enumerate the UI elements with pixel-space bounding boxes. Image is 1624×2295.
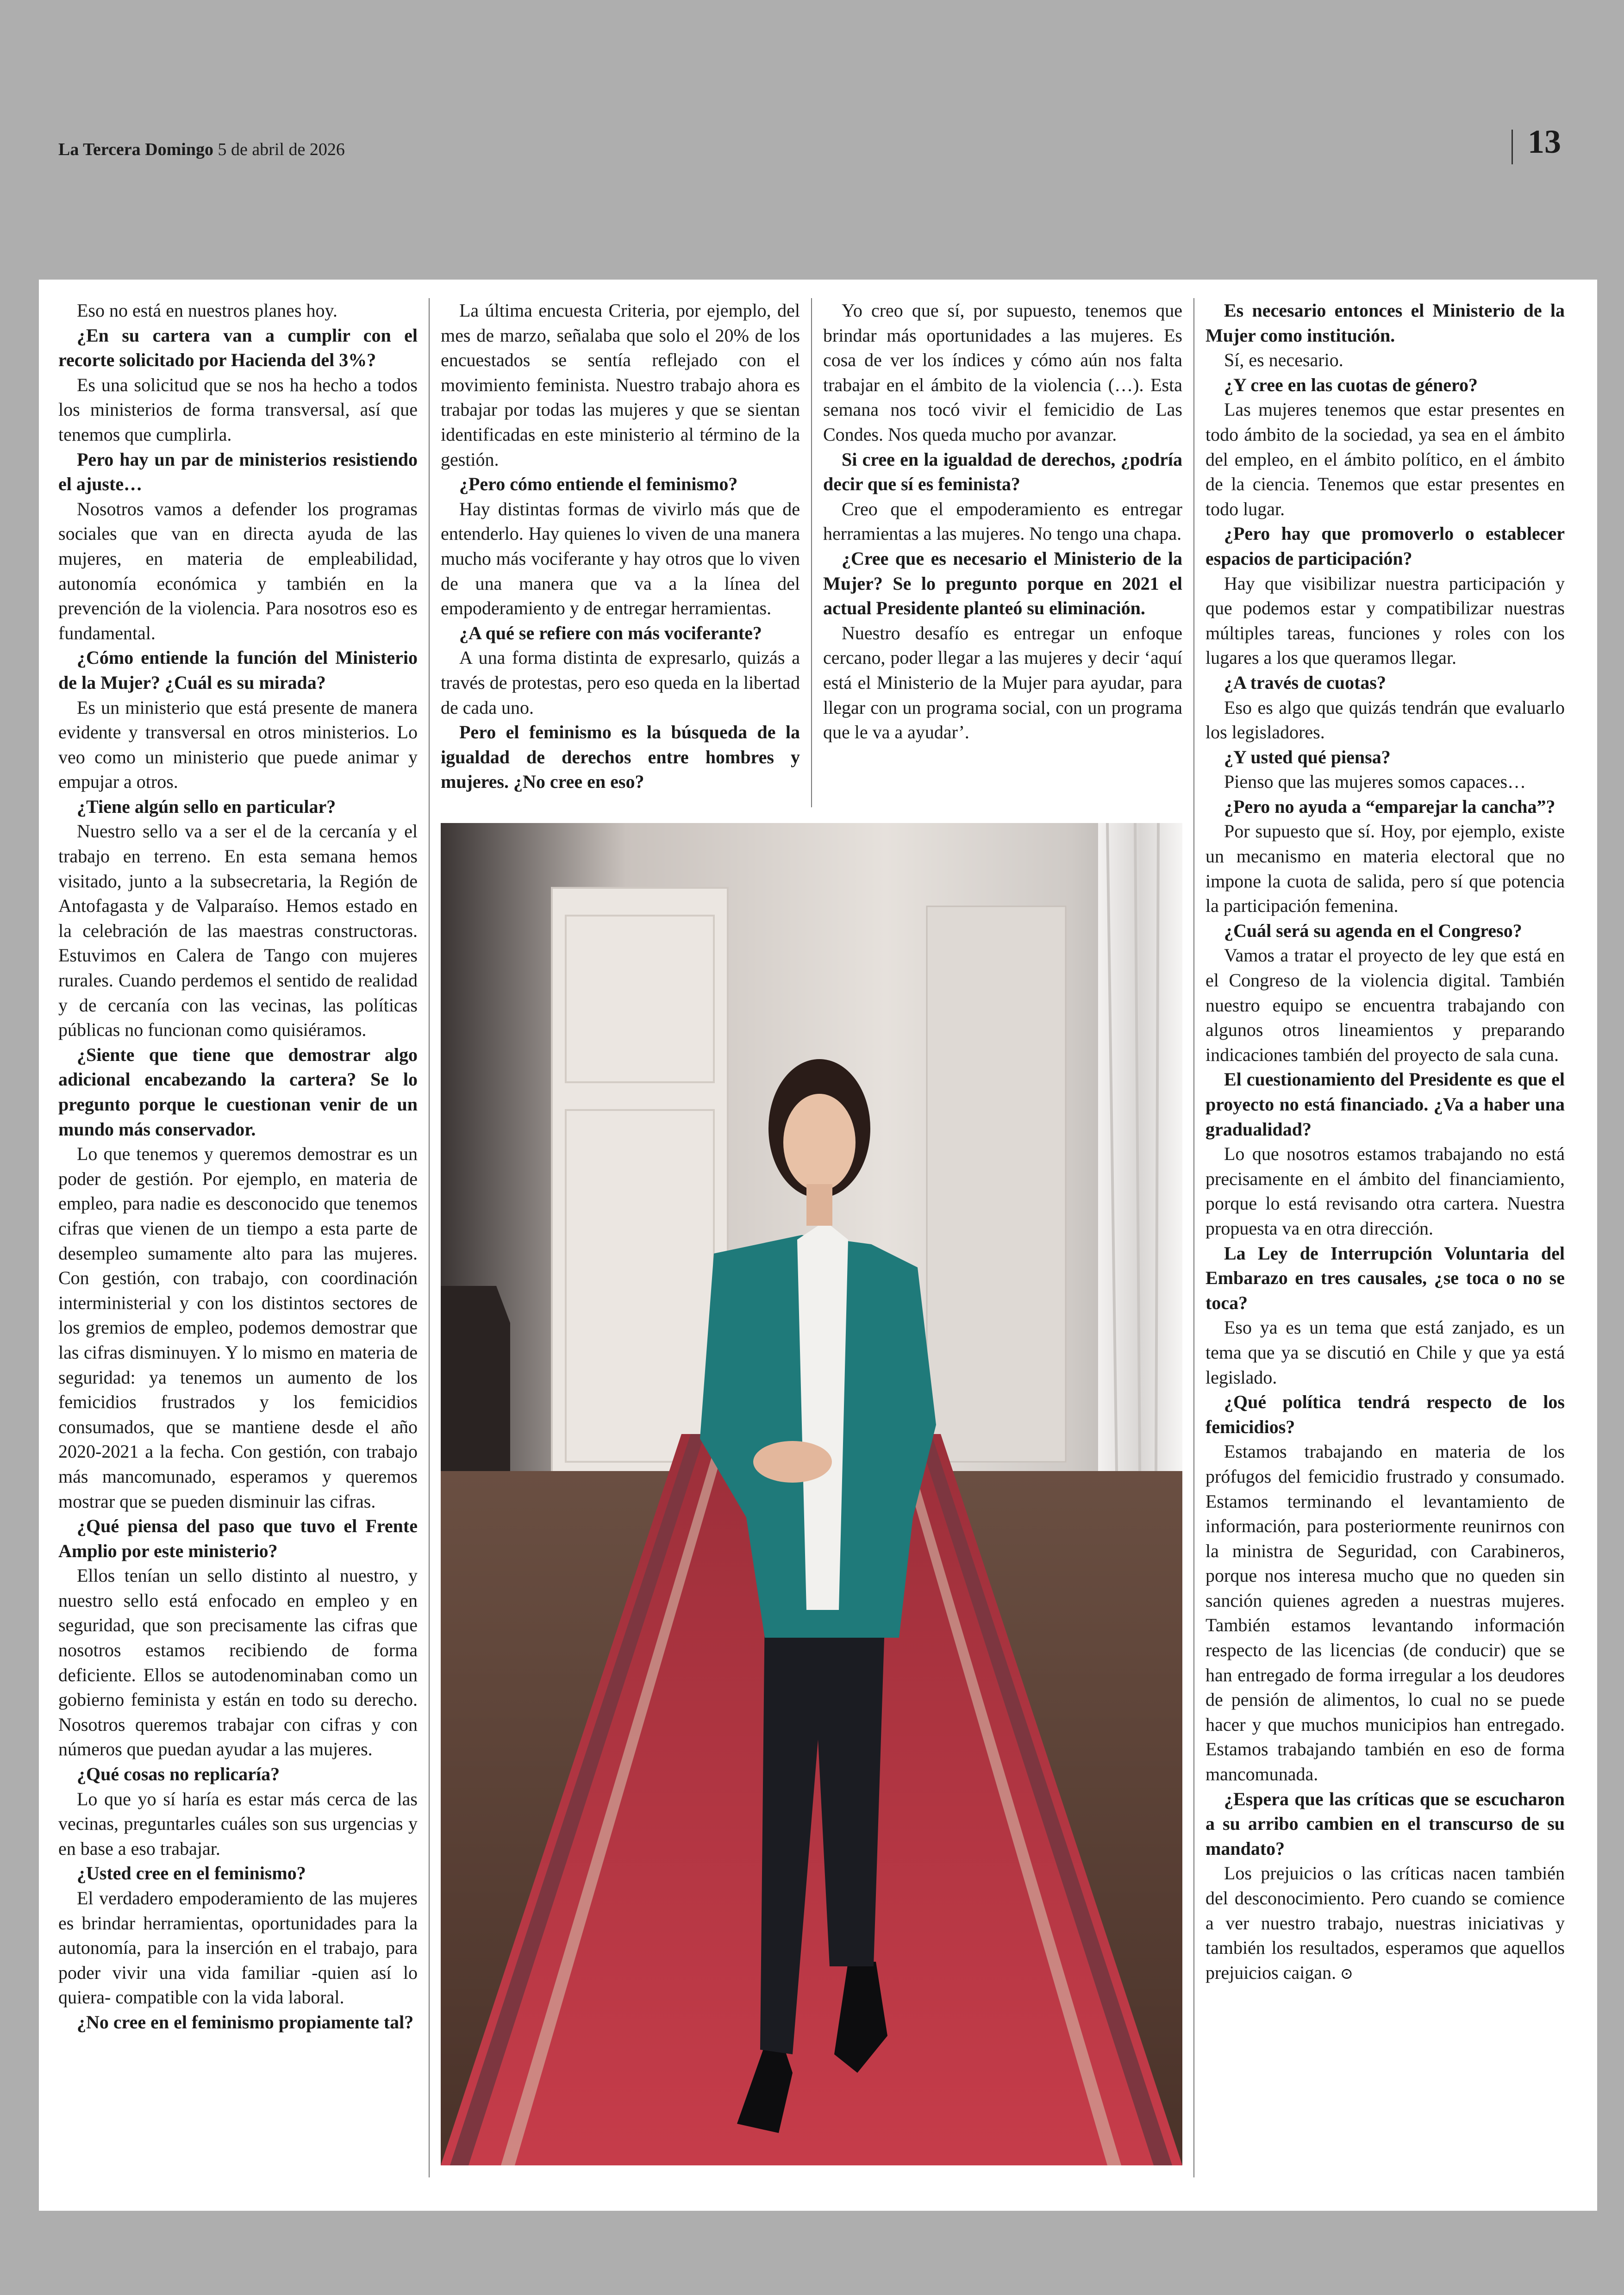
interview-question: ¿Pero hay que promoverlo o establecer espacios de participación? [1206,523,1565,569]
interview-answer: Hay distintas formas de vivirlo más que de entenderlo. Hay quienes lo viven de una manera mucho más vociferante y hay otros que lo viven de una manera que va a la línea del empoderamiento y de entregar herramientas. [441,498,800,619]
interview-question: ¿No cree en el feminismo propiamente tal? [77,2011,414,2033]
interview-answer: Eso ya es un tema que está zanjado, es un tema que ya se discutió en Chile y que ya está legislado. [1206,1317,1565,1388]
interview-answer: Las mujeres tenemos que estar presentes en todo ámbito de la sociedad, ya sea en el ámbito del empleo, en el ámbito político, en el ámbito de la ciencia. Tenemos que estar presentes en todo lugar. [1206,399,1565,519]
interview-answer: Por supuesto que sí. Hoy, por ejemplo, existe un mecanismo en materia electoral que no impone la cuota de salida, pero sí que potencia la participación femenina. [1206,821,1565,917]
interview-answer: Eso es algo que quizás tendrán que evaluarlo los legisladores. [1206,697,1565,743]
portrait-photo [441,823,1182,2165]
interview-answer: Lo que nosotros estamos trabajando no está precisamente en el ámbito del financiamiento, porque lo está revisando otra cartera. Nuestra propuesta va en otra dirección. [1206,1143,1565,1239]
end-of-article-icon: ⊙ [1336,1965,1354,1983]
article-column-1 [58,298,418,2187]
interview-question: ¿Espera que las críticas que se escucharon a su arribo cambien en el transcurso de su mandato? [1206,1788,1565,1859]
interview-question: ¿Pero cómo entiende el feminismo? [459,474,738,495]
interview-answer: Vamos a tratar el proyecto de ley que está en el Congreso de la violencia digital. También nuestro equipo se encuentra trabajando con algunos otros lineamientos y preparando indicaciones también del proyecto de sala cuna. [1206,945,1565,1065]
interview-question: ¿Y usted qué piensa? [1224,746,1391,767]
interview-answer: La última encuesta Criteria, por ejemplo, del mes de marzo, señalaba que solo el 20% de los encuestados se sentía reflejado con el movimiento feminista. Nuestro trabajo ahora es trabajar por todas las mujeres y que se sientan identificadas en este ministerio al término de la gestión. [441,300,800,470]
issue-date: 5 de abril de 2026 [218,140,345,159]
publication-name: La Tercera Domingo [58,140,213,159]
interview-answer: Nosotros vamos a defender los programas sociales que van en directa ayuda de las mujeres, en materia de empleabilidad, autonomía económica y también en la prevención de la violencia. Para nosotros eso es fundamental. [58,498,418,643]
interview-question: ¿Cómo entiende la función del Ministerio de la Mujer? ¿Cuál es su mirada? [58,647,418,693]
interview-answer: A una forma distinta de expresarlo, quizás a través de protestas, pero eso queda en la libertad de cada uno. [441,647,800,718]
interview-question: ¿A través de cuotas? [1224,672,1386,693]
interview-question: El cuestionamiento del Presidente es que el proyecto no está financiado. ¿Va a haber una gradualidad? [1206,1069,1565,1140]
interview-question: La Ley de Interrupción Voluntaria del Embarazo en tres causales, ¿se toca o no se toca? [1206,1242,1565,1313]
portrait-illustration [441,823,1182,2165]
interview-question: ¿Tiene algún sello en particular? [77,796,336,817]
page-header [58,139,345,160]
interview-question: ¿Qué piensa del paso que tuvo el Frente Amplio por este ministerio? [58,1515,418,1561]
interview-answer: Ellos tenían un sello distinto al nuestro, y nuestro sello está enfocado en empleo y en seguridad, que son precisamente las cifras que nosotros estamos recibiendo de forma deficiente. Ellos se autodenominaban como un gobierno feminista y están en todo su derecho. Nosotros queremos trabajar con cifras y con números que puedan ayudar a las mujeres. [58,1565,418,1760]
interview-answer: Pienso que las mujeres somos capaces… [1224,771,1526,792]
interview-answer: Yo creo que sí, por supuesto, tenemos que brindar más oportunidades a las mujeres. Es cosa de ver los índices y cómo aún nos falta trabajar en el ámbito de la violencia (…). Esta semana nos tocó vivir el femicidio de Las Condes. Nos queda mucho por avanzar. [823,300,1182,445]
page-number-divider [1512,130,1513,164]
interview-answer: Nuestro desafío es entregar un enfoque cercano, poder llegar a las mujeres y decir ‘aquí está el Ministerio de la Mujer para ayudar, para llegar con un programa social, con un programa que le va a ayudar’. [823,622,1182,743]
interview-question: ¿Qué cosas no replicaría? [77,1764,280,1785]
article-column-4 [1206,298,1565,2187]
interview-answer: Lo que yo sí haría es estar más cerca de las vecinas, preguntarles cuáles son sus urgencias y en base a eso trabajar. [58,1788,418,1859]
interview-answer: Sí, es necesario. [1224,349,1343,371]
article-page [39,280,1597,2211]
interview-answer: Lo que tenemos y queremos demostrar es un poder de gestión. Por ejemplo, en materia de empleo, para nadie es desconocido que tenemos cifras que vienen de un tiempo a esta parte de desempleo sumamente alto para las mujeres. Con gestión, con trabajo, con coordinación interministerial y con los distintos sectores de los gremios de empleo, podemos demostrar que las cifras disminuyen. Y lo mismo en materia de seguridad: ya tenemos un aumento de los femicidios frustrados y los femicidios consumados, que se mantiene desde el año 2020-2021 a la fecha. Con gestión, con trabajo más mancomunado, esperamos y queremos mostrar que se pueden disminuir las cifras. [58,1143,418,1512]
column-divider-2 [811,298,812,807]
page-number: 13 [1528,123,1561,160]
interview-question: Si cree en la igualdad de derechos, ¿podría decir que sí es feminista? [823,449,1182,495]
interview-question: Pero el feminismo es la búsqueda de la igualdad de derechos entre hombres y mujeres. ¿No cree en eso? [441,722,800,792]
interview-question: ¿A qué se refiere con más vociferante? [459,622,762,643]
interview-question: ¿Y cree en las cuotas de género? [1224,374,1478,395]
column-divider-1 [429,298,430,2177]
interview-question: ¿En su cartera van a cumplir con el recorte solicitado por Hacienda del 3%? [58,324,418,371]
column-2-text [441,298,800,803]
interview-question: ¿Qué política tendrá respecto de los femicidios? [1206,1391,1565,1437]
interview-question: ¿Cuál será su agenda en el Congreso? [1224,920,1522,941]
interview-answer: Es una solicitud que se nos ha hecho a todos los ministerios de forma transversal, así que tenemos que cumplirla. [58,374,418,445]
interview-question: ¿Siente que tiene que demostrar algo adicional encabezando la cartera? Se lo pregunto porque le cuestionan venir de un mundo más conservador. [58,1044,418,1140]
column-3-text [823,298,1182,803]
interview-question: ¿Cree que es necesario el Ministerio de la Mujer? Se lo pregunto porque en 2021 el actual Presidente planteó su eliminación. [823,548,1182,619]
interview-answer: Es un ministerio que está presente de manera evidente y transversal en otros ministerios. Lo veo como un ministerio que puede animar y empujar a otros. [58,697,418,792]
interview-answer: Estamos trabajando en materia de los prófugos del femicidio frustrado y consumado. Estamos terminando el levantamiento de información, para posteriormente reunirnos con la ministra de Seguridad, con Carabineros, porque nos interesa mucho que no queden sin sanción quienes agreden a nuestras mujeres. También estamos levantando información respecto de las licencias (de conducir) que se han entregado de forma irregular a los deudores de pensión de alimentos, lo cual no se puede hacer y que muchos municipios han entregado. Estamos trabajando también en eso de forma mancomunada. [1206,1441,1565,1785]
interview-question: Es necesario entonces el Ministerio de la Mujer como institución. [1206,300,1565,346]
interview-answer: Hay que visibilizar nuestra participación y que podemos estar y compatibilizar nuestras múltiples tareas, funciones y roles con los lugares a los que queramos llegar. [1206,573,1565,668]
interview-answer: Creo que el empoderamiento es entregar herramientas a las mujeres. No tengo una chapa. [823,498,1182,544]
interview-answer: Los prejuicios o las críticas nacen también del desconocimiento. Pero cuando se comience a ver nuestro trabajo, nuestras iniciativas y también los resultados, esperamos que aquellos prejuicios caigan. ⊙ [1206,1863,1565,1983]
interview-answer: Eso no está en nuestros planes hoy. [77,300,337,321]
interview-question: ¿Usted cree en el feminismo? [77,1863,306,1884]
interview-answer: Nuestro sello va a ser el de la cercanía y el trabajo en terreno. En esta semana hemos visitado, junto a la subsecretaria, la Región de Antofagasta y de Valparaíso. Hemos estado en la celebración de las maestras constructoras. Estuvimos en Calera de Tango con mujeres rurales. Cuando perdemos el sentido de realidad y de cercanía con las vecinas, las políticas públicas no funcionan como quisiéramos. [58,821,418,1041]
interview-question: ¿Pero no ayuda a “emparejar la cancha”? [1224,796,1555,817]
interview-answer: El verdadero empoderamiento de las mujeres es brindar herramientas, oportunidades para la autonomía, para la inserción en el trabajo, para poder vivir una vida familiar -quien así lo quiera- compatible con la vida laboral. [58,1888,418,2008]
column-divider-3 [1193,298,1194,2177]
interview-question: Pero hay un par de ministerios resistiendo el ajuste… [58,449,418,495]
